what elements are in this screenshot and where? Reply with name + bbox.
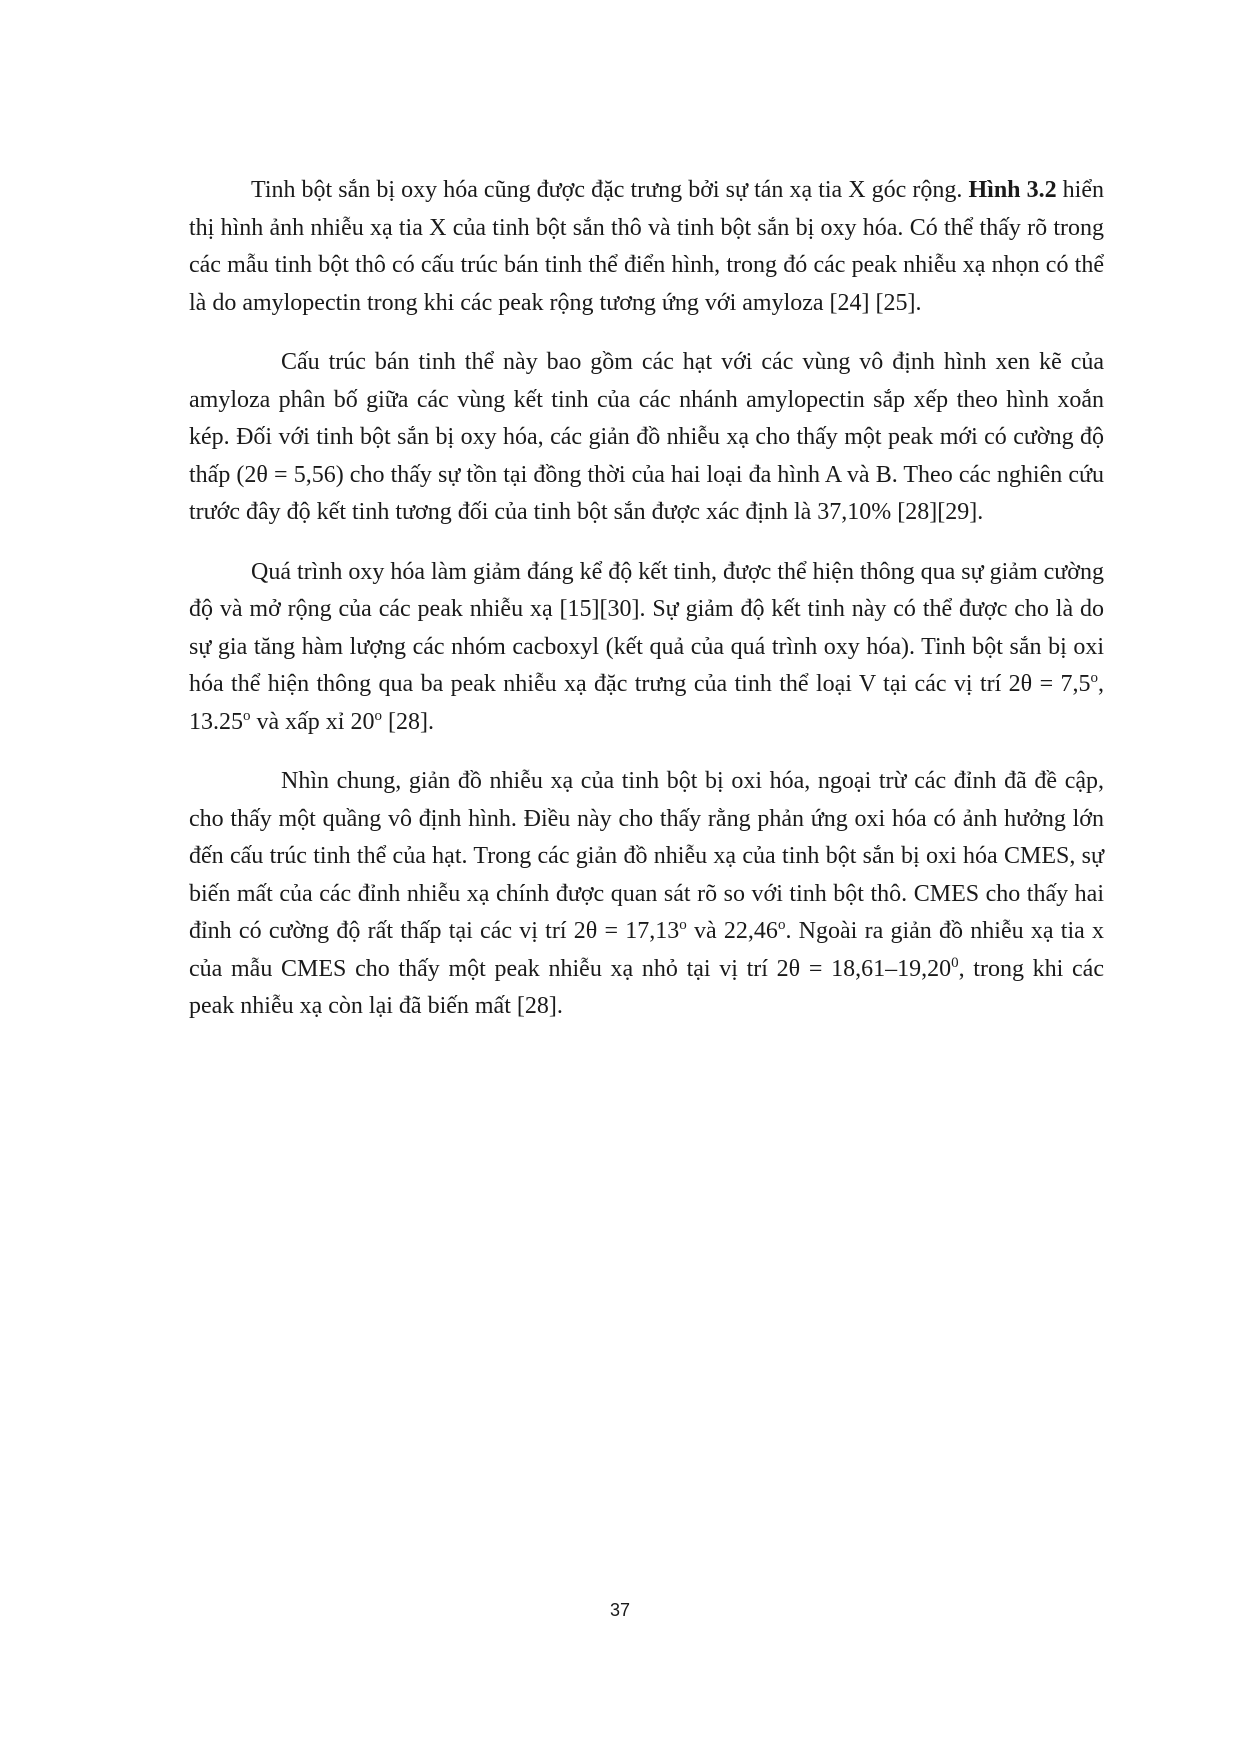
body-text [189,172,1104,1048]
paragraph-3-text-a: Quá trình oxy hóa làm giảm đáng kể độ kết tinh, được thể hiện thông qua sự giảm cường độ và mở rộng của các peak nhiễu xạ [15][30]. Sự giảm độ kết tinh này có thể được cho là do sự gia tăng hàm lượng các nhóm cacboxyl (kết quả của quá trình oxy hóa). Tinh bột sắn bị oxi hóa thể hiện thông qua ba peak nhiễu xạ đặc trưng của tinh thể loại V tại các vị trí 2θ = 7,5 [189,558,1104,697]
paragraph-4-text-b: và 22,46 [686,918,778,944]
paragraph-4 [189,763,1104,1026]
paragraph-2 [189,344,1104,532]
page-number: 37 [609,1600,631,1620]
degree-superscript: o [679,917,687,933]
paragraph-3-text-c: và xấp xỉ 20 [250,708,375,735]
paragraph-4-text-c: . Ngoài ra giản đồ nhiễu xạ tia x của mẫu CMES cho thấy một peak nhiễu xạ nhỏ tại vị trí 2θ = 18,61–19,20 [189,918,1105,982]
paragraph-3 [189,554,1104,742]
degree-superscript: 0 [951,954,959,971]
paragraph-1-text-b: hiển thị hình ảnh nhiễu xạ tia X của tinh bột sắn thô và tinh bột sắn bị oxy hóa. Có thể thấy rõ trong các mẫu tinh bột thô có cấu trúc bán tinh thể điển hình, trong đó các peak nhiễu xạ nhọn có thể là do amylopectin trong khi các peak rộng tương ứng với amyloza [24] [25]. [189,177,1104,316]
paragraph-1 [189,172,1104,322]
degree-superscript: o [243,707,251,724]
degree-superscript: o [777,917,786,933]
paragraph-2-text: Cấu trúc bán tinh thể này bao gồm các hạt với các vùng vô định hình xen kẽ của amyloza phân bố giữa các vùng kết tinh của các nhánh amylopectin sắp xếp theo hình xoắn kép. Đối với tinh bột sắn bị oxy hóa, các giản đồ nhiễu xạ cho thấy một peak mới có cường độ thấp (2θ = 5,56) cho thấy sự tồn tại đồng thời của hai loại đa hình A và B. Theo các nghiên cứu trước đây độ kết tinh tương đối của tinh bột sắn được xác định là 37,10% [28][29]. [189,349,1104,525]
figure-reference: Hình 3.2 [968,177,1057,203]
paragraph-3-text-d: [28]. [381,708,434,735]
paragraph-4-text-d: , trong khi các peak nhiễu xạ còn lại đã biến mất [28]. [189,955,1104,1019]
paragraph-1-text-a: Tinh bột sắn bị oxy hóa cũng được đặc trưng bởi sự tán xạ tia X góc rộng. [251,177,969,203]
paragraph-4-text-a: Nhìn chung, giản đồ nhiễu xạ của tinh bột bị oxi hóa, ngoại trừ các đỉnh đã đề cập, cho thấy một quầng vô định hình. Điều này cho thấy rằng phản ứng oxi hóa có ảnh hưởng lớn đến cấu trúc tinh thể của hạt. Trong các giản đồ nhiễu xạ của tinh bột sắn bị oxi hóa CMES, sự biến mất của các đỉnh nhiễu xạ chính được quan sát rõ so với tinh bột thô. CMES cho thấy hai đỉnh có cường độ rất thấp tại các vị trí 2θ = 17,13 [189,768,1104,944]
degree-superscript: o [1090,670,1098,686]
degree-superscript: o [374,707,382,724]
paragraph-3-text-b: , 13.25 [189,671,1104,735]
